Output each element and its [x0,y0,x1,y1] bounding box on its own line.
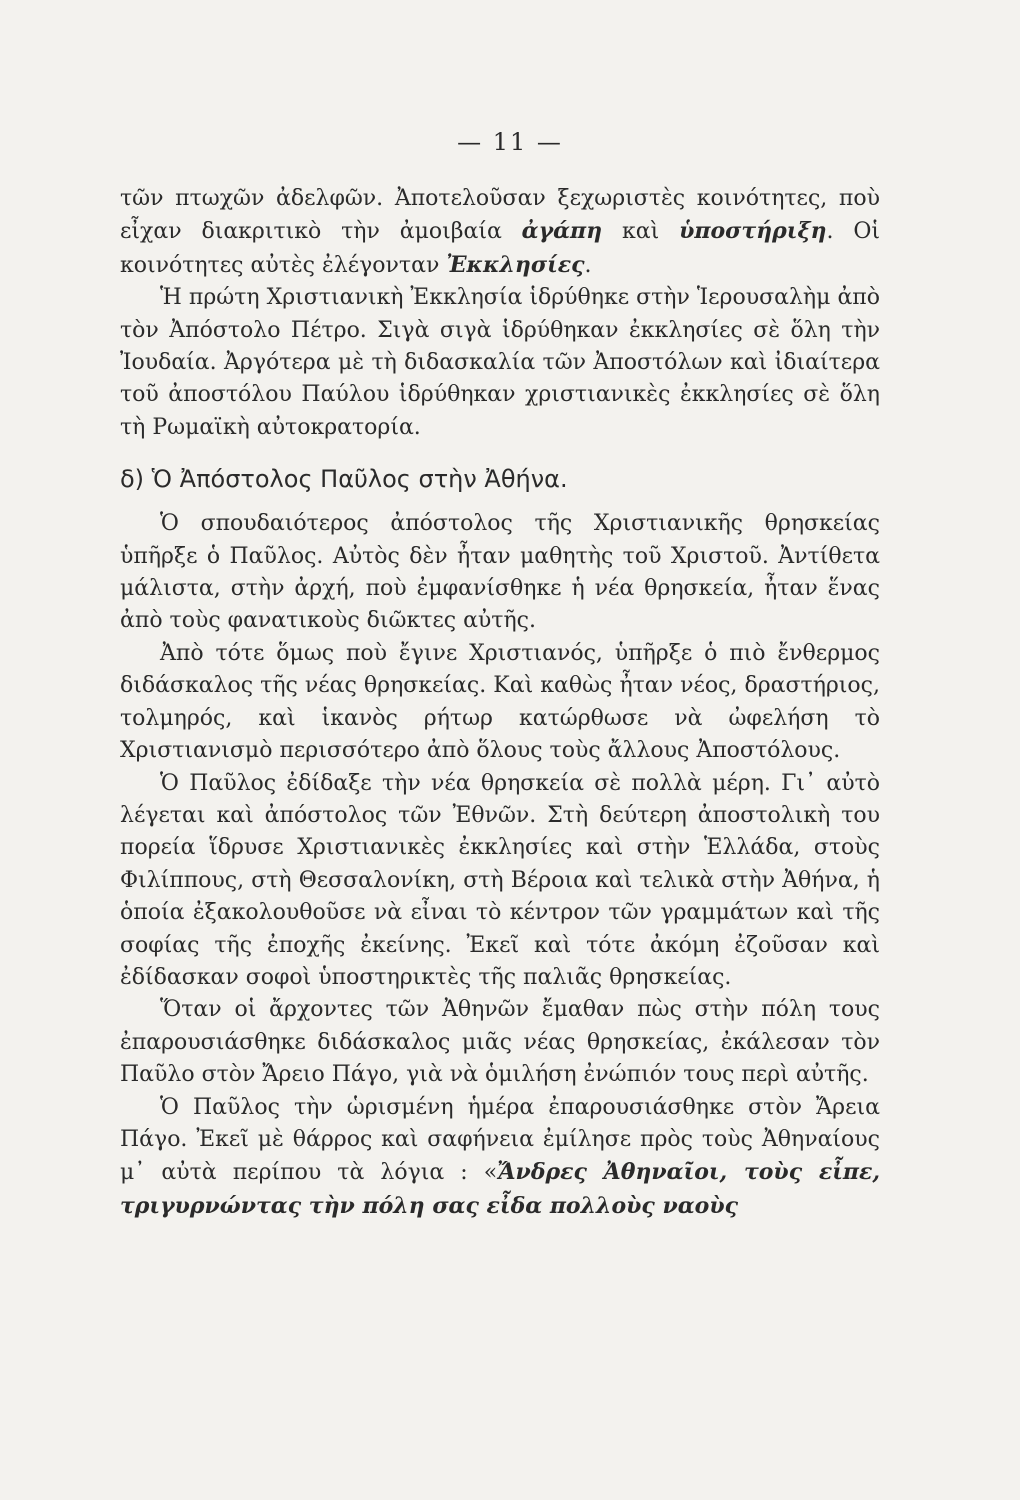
body-text [120,183,880,1223]
text-run: Ὁ σπουδαιότερος ἀπόστολος τῆς Χριστιανικῆς θρησκείας ὑπῆρξε ὁ Παῦλος. Αὐτὸς δὲν ἦταν μαθητὴς τοῦ Χριστοῦ. Ἀντίθετα μάλιστα, στὴν ἀρχή, ποὺ ἐμφανίσθηκε ἡ νέα θρησκεία, ἦταν ἕνας ἀπὸ τοὺς φανατικοὺς διῶκτες αὐτῆς. [120,511,880,634]
text-run: καὶ [602,219,680,245]
paragraph [120,638,880,768]
paragraph [120,508,880,638]
paragraph [120,994,880,1091]
page-number: — 11 — [457,128,563,156]
section-heading: δ) Ὁ Ἀπόστολος Παῦλος στὴν Ἀθήνα. [120,465,568,494]
text-run: τῶν πτωχῶν ἀδελφῶν. Ἀποτελοῦσαν ξεχωριστὲς κοινότητες, ποὺ εἶχαν διακριτικὸ τὴν ἀμοιβαία [120,186,880,245]
paragraph [120,1092,880,1224]
paragraphs-before [120,183,880,444]
emphasized-text: ὑποστήριξη [679,218,827,245]
emphasized-text: ἀγάπη [521,218,603,245]
paragraph [120,282,880,444]
text-run: Ἡ πρώτη Χριστιανικὴ Ἐκκλησία ἱδρύθηκε στὴν Ἱερουσαλὴμ ἀπὸ τὸν Ἀπόστολο Πέτρο. Σιγὰ σιγὰ ἱδρύθηκαν ἐκκλησίες σὲ ὅλη τὴν Ἰουδαία. Ἀργότερα μὲ τὴ διδασκαλία τῶν Ἀποστόλων καὶ ἰδιαίτερα τοῦ ἀποστόλου Παύλου ἱδρύθηκαν χριστιανικὲς ἐκκλησίες σὲ ὅλη τὴ Ρωμαϊκὴ αὐτοκρατορία. [120,285,880,440]
emphasized-text: Ἐκκλησίες [446,251,585,278]
paragraph [120,768,880,995]
text-run: Ὅταν οἱ ἄρχοντες τῶν Ἀθηνῶν ἔμαθαν πὼς στὴν πόλη τους ἐπαρουσιάσθηκε διδάσκαλος μιᾶς νέας θρησκείας, ἐκάλεσαν τὸν Παῦλο στὸν Ἄρειο Πάγο, γιὰ νὰ ὁμιλήση ἐνώπιόν τους περὶ αὐτῆς. [120,997,880,1088]
text-run: . [584,252,592,278]
paragraph [120,183,880,282]
text-run: . Οἱ κοινότητες αὐτὲς ἐλέγονταν [120,219,880,278]
emphasized-text: Ἄνδρες Ἀθηναῖοι, τοὺς εἶπε, τριγυρνώντας τὴν πόλη σας εἶδα πολλοὺς ναοὺς [120,1159,880,1219]
text-run: Ὁ Παῦλος ἐδίδαξε τὴν νέα θρησκεία σὲ πολλὰ μέρη. Γι᾽ αὐτὸ λέγεται καὶ ἀπόστολος τῶν Ἐθνῶν. Στὴ δεύτερη ἀποστολικὴ του πορεία ἵδρυσε Χριστιανικὲς ἐκκλησίες καὶ στὴν Ἑλλάδα, στοὺς Φιλίππους, στὴ Θεσσαλονίκη, στὴ Βέροια καὶ τελικὰ στὴν Ἀθήνα, ἡ ὁποία ἐξακολουθοῦσε νὰ εἶναι τὸ κέντρον τῶν γραμμάτων καὶ τῆς σοφίας τῆς ἐποχῆς ἐκείνης. Ἐκεῖ καὶ τότε ἀκόμη ἐζοῦσαν καὶ ἐδίδασκαν σοφοὶ ὑποστηρικτὲς τῆς παλιᾶς θρησκείας. [120,770,880,990]
paragraphs-after [120,508,880,1223]
text-run: Ὁ Παῦλος τὴν ὡρισμένη ἡμέρα ἐπαρουσιάσθηκε στὸν Ἄρεια Πάγο. Ἐκεῖ μὲ θάρρος καὶ σαφήνεια ἐμίλησε πρὸς τοὺς Ἀθηναίους μ᾽ αὐτὰ περίπου τὰ λόγια : « [120,1094,880,1186]
text-run: Ἀπὸ τότε ὅμως ποὺ ἔγινε Χριστιανός, ὑπῆρξε ὁ πιὸ ἔνθερμος διδάσκαλος τῆς νέας θρησκείας. Καὶ καθὼς ἦταν νέος, δραστήριος, τολμηρός, καὶ ἱκανὸς ρήτωρ κατώρθωσε νὰ ὠφελήση τὸ Χριστιανισμὸ περισσότερο ἀπὸ ὅλους τοὺς ἄλλους Ἀποστόλους. [120,640,880,764]
